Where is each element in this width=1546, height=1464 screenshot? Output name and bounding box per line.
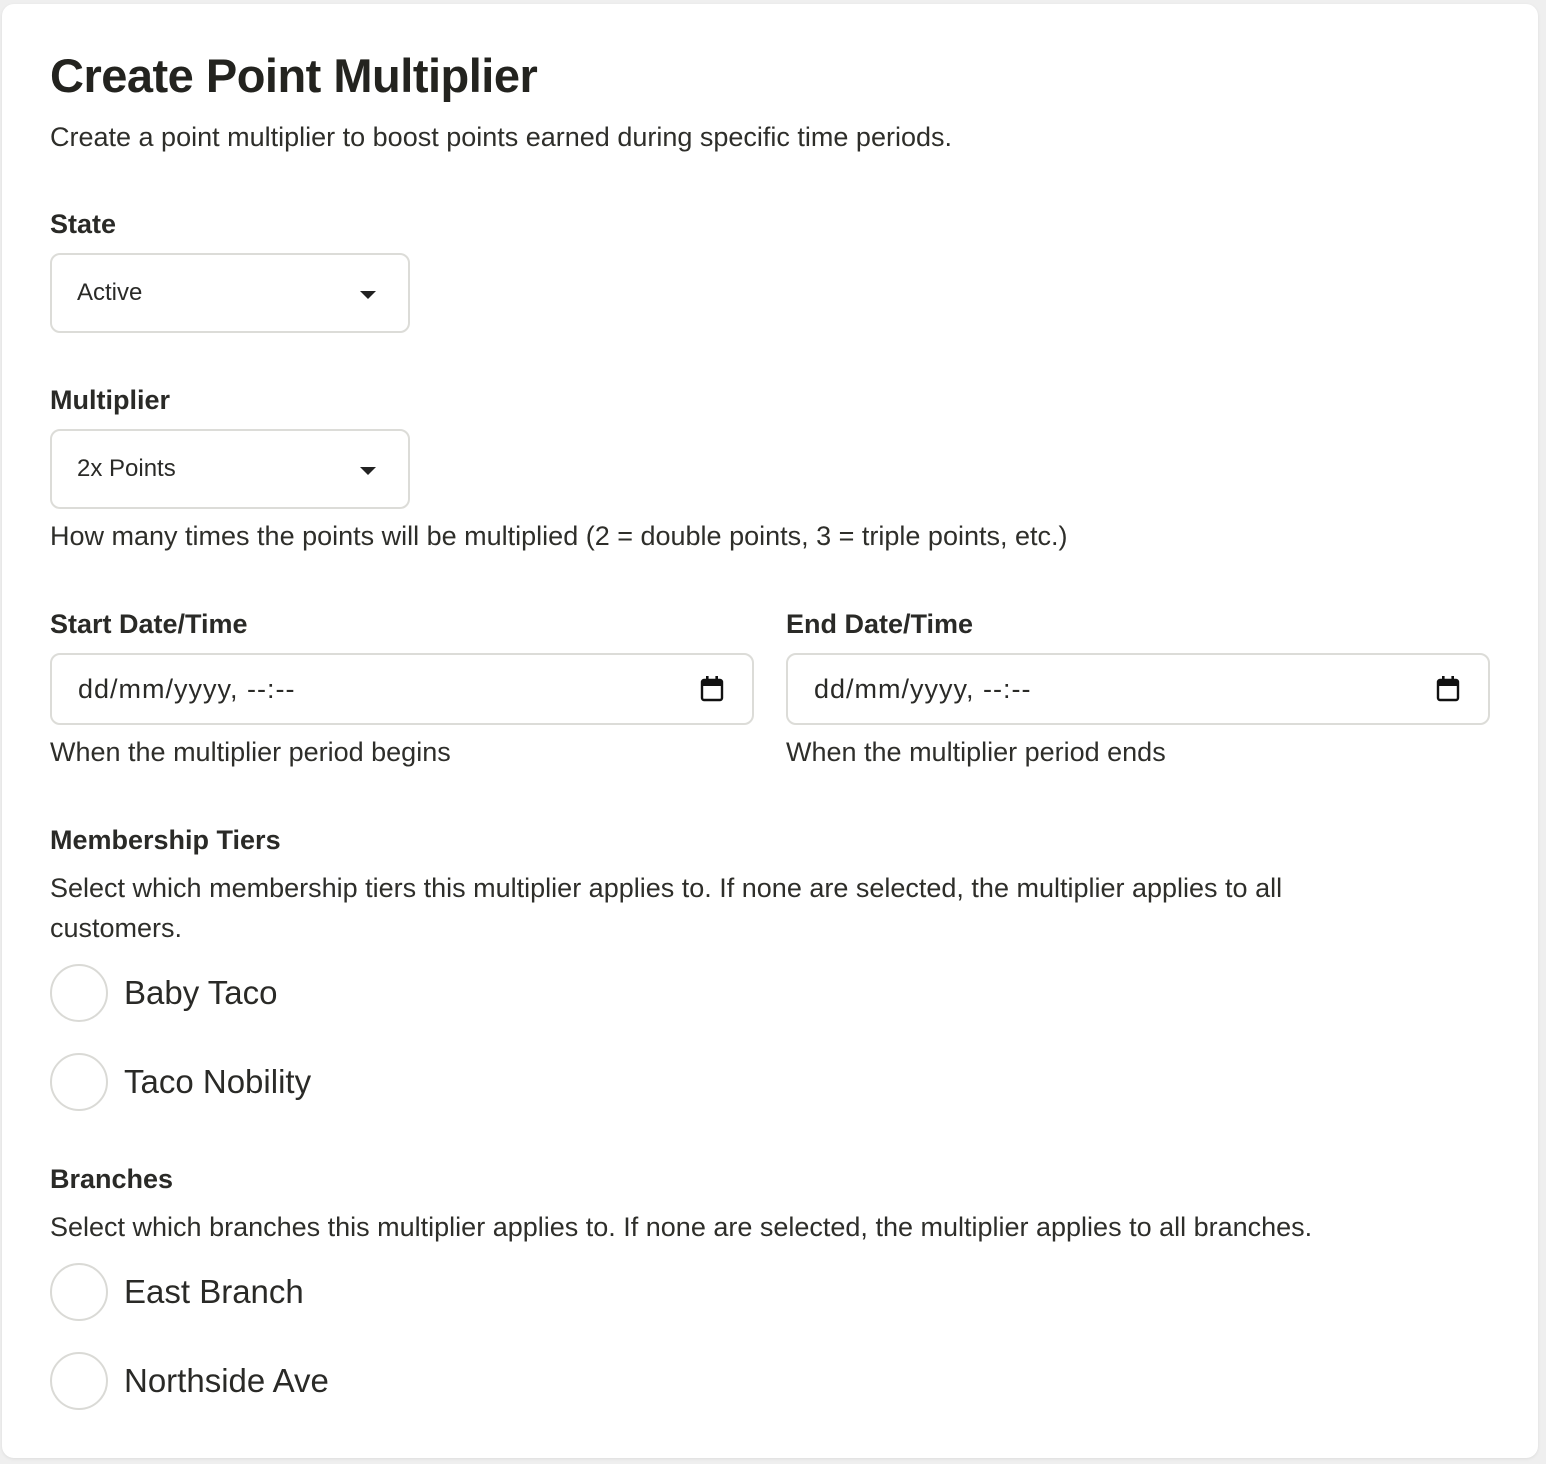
- tier-option-label: Taco Nobility: [124, 1063, 312, 1100]
- branch-radio[interactable]: [50, 1263, 108, 1321]
- page-title: Create Point Multiplier: [50, 49, 538, 102]
- calendar-icon[interactable]: [700, 676, 724, 702]
- state-select-value: Active: [77, 279, 143, 306]
- membership-tiers-help-line1: Select which membership tiers this multiplier applies to. If none are selected, the multiplier applies to all: [50, 873, 1283, 903]
- state-select[interactable]: [50, 253, 410, 333]
- tier-radio[interactable]: [50, 1053, 108, 1111]
- membership-tiers-label: Membership Tiers: [50, 825, 281, 855]
- branch-option-east-branch[interactable]: [50, 1263, 450, 1323]
- state-label: State: [50, 209, 117, 239]
- create-multiplier-card: [2, 4, 1538, 1458]
- membership-tiers-help-line2: customers.: [50, 913, 183, 943]
- multiplier-select-value: 2x Points: [77, 455, 176, 482]
- tier-radio[interactable]: [50, 964, 108, 1022]
- branch-radio[interactable]: [50, 1352, 108, 1410]
- branch-option-label: East Branch: [124, 1273, 304, 1310]
- branches-label: Branches: [50, 1164, 174, 1194]
- branch-option-northside-ave[interactable]: [50, 1352, 450, 1412]
- tier-option-baby-taco[interactable]: [50, 964, 450, 1024]
- multiplier-select[interactable]: [50, 429, 410, 509]
- end-datetime-help: When the multiplier period ends: [786, 737, 1166, 767]
- tier-option-taco-nobility[interactable]: [50, 1053, 450, 1113]
- start-datetime-input[interactable]: [52, 655, 752, 723]
- chevron-down-icon: [360, 291, 376, 299]
- chevron-down-icon: [360, 467, 376, 475]
- tier-option-label: Baby Taco: [124, 974, 278, 1011]
- branch-option-label: Northside Ave: [124, 1362, 329, 1399]
- end-datetime-field[interactable]: [786, 653, 1490, 725]
- branches-help: Select which branches this multiplier applies to. If none are selected, the multiplier applies to all branches.: [50, 1212, 1313, 1242]
- start-datetime-label: Start Date/Time: [50, 609, 248, 639]
- multiplier-label: Multiplier: [50, 385, 170, 415]
- page-subtitle: Create a point multiplier to boost points earned during specific time periods.: [50, 122, 952, 152]
- multiplier-help: How many times the points will be multiplied (2 = double points, 3 = triple points, etc.): [50, 521, 1068, 551]
- start-datetime-help: When the multiplier period begins: [50, 737, 451, 767]
- calendar-icon[interactable]: [1436, 676, 1460, 702]
- end-datetime-input[interactable]: [788, 655, 1488, 723]
- end-datetime-label: End Date/Time: [786, 609, 974, 639]
- start-datetime-field[interactable]: [50, 653, 754, 725]
